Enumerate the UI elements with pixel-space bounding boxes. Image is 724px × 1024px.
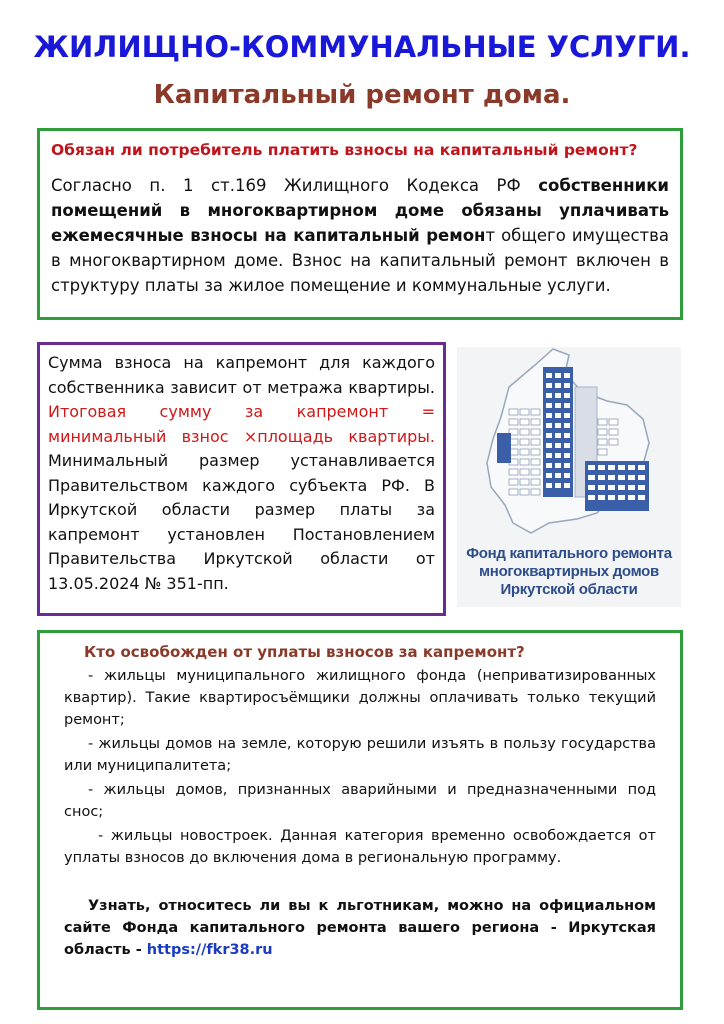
irkutsk-region-map-icon — [457, 347, 681, 547]
payment-amount-text — [48, 351, 435, 596]
exemption-item: - жильцы домов, признанных аварийными и предназначенными под снос; — [64, 782, 656, 820]
benefits-info-text: Узнать, относитесь ли вы к льготникам, можно на официальном сайте Фонда капитального ремонта вашего региона - Иркутская область - — [64, 898, 656, 958]
obligation-text-bold: собственники помещений в многоквартирном доме обязаны уплачивать ежемесячные взносы на капитальный ремон — [51, 176, 669, 245]
payment-text-part-b: Минимальный размер устанавливается Правительством каждого субъекта РФ. В Иркутской области размер платы за капремонт установлен Постановлением Правительства Иркутской области от 13.05.2024 № 351-пп. — [48, 451, 435, 593]
benefits-info — [64, 895, 656, 961]
page-subtitle: Капитальный ремонт дома. — [153, 80, 571, 110]
logo-line-3: Иркутской области — [500, 581, 638, 598]
fund-website-link[interactable]: https://fkr38.ru — [146, 942, 273, 958]
page-title: ЖИЛИЩНО-КОММУНАЛЬНЫЕ УСЛУГИ. — [33, 30, 691, 64]
obligation-question: Обязан ли потребитель платить взносы на капитальный ремонт? — [51, 141, 638, 159]
payment-formula: Итоговая сумму за капремонт = минимальный взнос ×площадь квартиры. — [48, 402, 435, 446]
logo-line-1: Фонд капитального ремонта — [466, 545, 672, 562]
obligation-text-part-b: т общего имущества в многоквартирном доме. Взнос на капитальный ремонт включен в структуру платы за жилое помещение и коммунальные услуги. — [51, 226, 669, 295]
obligation-box — [37, 128, 683, 320]
exemptions-question: Кто освобожден от уплаты взносов за капремонт? — [84, 643, 525, 661]
payment-text-part-a: Сумма взноса на капремонт для каждого собственника зависит от метража квартиры. — [48, 353, 435, 397]
exemption-item: - жильцы домов на земле, которую решили изъять в пользу государства или муниципалитета; — [64, 736, 656, 774]
obligation-text — [51, 173, 669, 298]
obligation-text-part-a: Согласно п. 1 ст.169 Жилищного Кодекса РФ — [51, 176, 539, 195]
exemption-item: - жильцы муниципального жилищного фонда (неприватизированных квартир). Такие квартиросъёмщики должны оплачивать только текущий ремонт; — [64, 668, 656, 728]
fund-logo-caption — [457, 545, 681, 599]
payment-amount-box — [37, 342, 446, 616]
fund-logo — [457, 347, 681, 607]
exemptions-box — [37, 630, 683, 1010]
exemption-item: - жильцы новостроек. Данная категория временно освобождается от уплаты взносов до включения дома в региональную программу. — [64, 828, 656, 866]
logo-line-2: многоквартирных домов — [479, 563, 659, 580]
